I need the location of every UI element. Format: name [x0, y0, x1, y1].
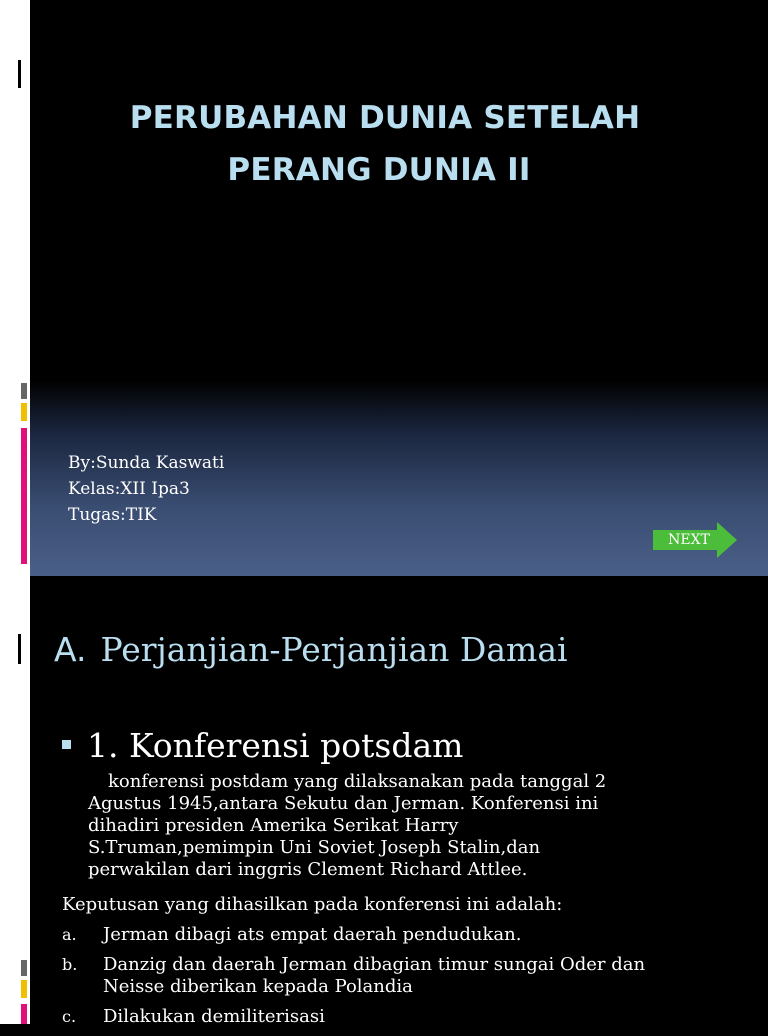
- list-text-line: Danzig dan daerah Jerman dibagian timur sungai Oder dan: [103, 954, 646, 975]
- paragraph-line: perwakilan dari inggris Clement Richard Attlee.: [88, 859, 528, 880]
- decision-list: [62, 924, 712, 1036]
- section-title: Perjanjian-Perjanjian Damai: [100, 630, 568, 669]
- list-text-line: Dilakukan demiliterisasi: [103, 1006, 325, 1027]
- list-item: [62, 924, 712, 946]
- list-item: [62, 954, 712, 998]
- author-name: By:Sunda Kaswati: [68, 453, 225, 473]
- next-button-label: NEXT: [668, 532, 710, 548]
- paragraph-line: S.Truman,pemimpin Uni Soviet Joseph Stalin,dan: [88, 837, 541, 858]
- list-marker: c.: [62, 1007, 77, 1026]
- accent-bar-pink-2: [21, 1004, 27, 1024]
- slide-title: [30, 92, 768, 196]
- accent-bar-pink: [21, 428, 27, 564]
- bullet-text: 1. Konferensi potsdam: [87, 726, 464, 765]
- author-info: [68, 450, 224, 528]
- next-button[interactable]: [653, 522, 739, 558]
- accent-bar-gray: [21, 383, 27, 399]
- title-line-1: PERUBAHAN DUNIA SETELAH: [129, 100, 641, 136]
- decision-intro: Keputusan yang dihasilkan pada konferensi ini adalah:: [62, 894, 563, 915]
- class-info: Kelas:XII Ipa3: [68, 479, 190, 499]
- list-item: [62, 1006, 712, 1028]
- paragraph: [88, 771, 688, 881]
- paragraph-line: Agustus 1945,antara Sekutu dan Jerman. Konferensi ini: [88, 793, 599, 814]
- paragraph-line: dihadiri presiden Amerika Serikat Harry: [88, 815, 459, 836]
- title-line-2: PERANG DUNIA II: [227, 152, 531, 188]
- list-marker: b.: [62, 955, 78, 974]
- square-bullet-icon: [62, 740, 71, 749]
- list-text-line: Jerman dibagi ats empat daerah pendudukan.: [103, 924, 522, 945]
- title-slide: [30, 0, 768, 576]
- assignment-info: Tugas:TIK: [68, 505, 157, 525]
- accent-bar-yellow: [21, 403, 27, 421]
- list-text-line: Neisse diberikan kepada Polandia: [103, 976, 413, 997]
- list-marker: a.: [62, 925, 77, 944]
- section-letter: A.: [54, 630, 87, 669]
- accent-bar-gray-2: [21, 960, 27, 976]
- accent-bar-yellow-2: [21, 980, 27, 998]
- section-heading: [54, 630, 568, 669]
- bullet-item: [62, 726, 463, 765]
- paragraph-line: konferensi postdam yang dilaksanakan pada tanggal 2: [108, 771, 607, 792]
